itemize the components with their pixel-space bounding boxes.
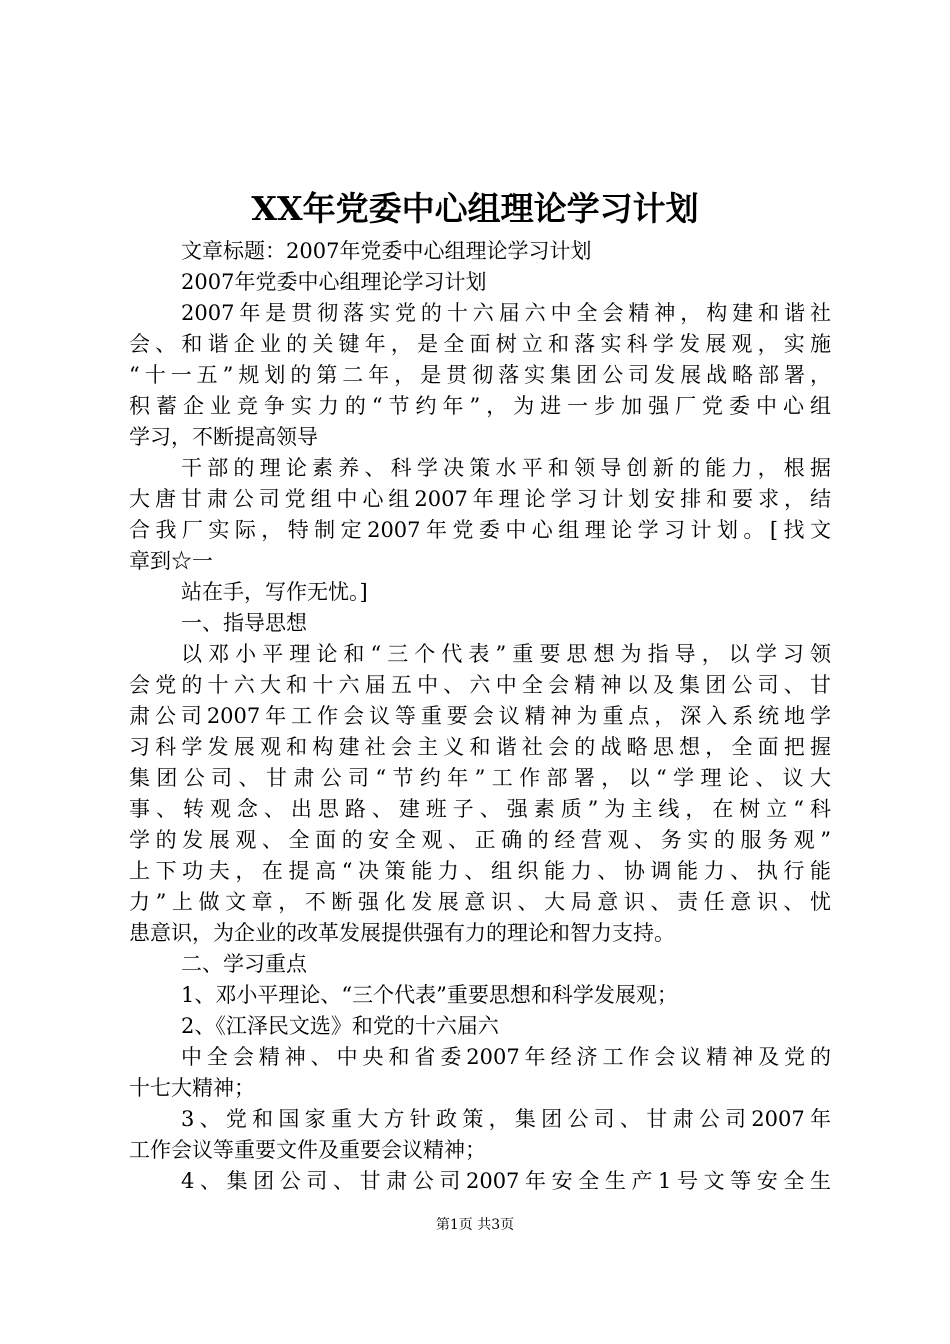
text-line: 2007年是贯彻落实党的十六届六中全会精神，构建和谐社: [181, 301, 831, 325]
text-line: 工作会议等重要文件及重要会议精神；: [129, 1138, 486, 1162]
document-body: [129, 236, 831, 1197]
text-line: 集团公司、甘肃公司“节约年”工作部署，以“学理论、议大: [129, 766, 831, 790]
text-line: 一、指导思想: [181, 611, 307, 635]
document-title: XX年党委中心组理论学习计划: [251, 189, 699, 228]
text-line: 合我厂实际，特制定2007年党委中心组理论学习计划。[找文: [129, 518, 831, 542]
text-line: 会党的十六大和十六届五中、六中全会精神以及集团公司、甘: [129, 673, 831, 697]
text-line: 力”上做文章，不断强化发展意识、大局意识、责任意识、忧: [129, 890, 831, 914]
text-line: 习科学发展观和构建社会主义和谐社会的战略思想，全面把握: [129, 735, 831, 759]
text-line: 上下功夫，在提高“决策能力、组织能力、协调能力、执行能: [129, 859, 831, 883]
text-line: 站在手，写作无忧。]: [181, 580, 368, 604]
text-line: 以邓小平理论和“三个代表”重要思想为指导，以学习领: [181, 642, 831, 666]
text-line: 大唐甘肃公司党组中心组2007年理论学习计划安排和要求，结: [129, 487, 831, 511]
text-line: 干部的理论素养、科学决策水平和领导创新的能力，根据: [181, 456, 831, 480]
text-line: 学习，不断提高领导: [129, 425, 318, 449]
text-line: 2007年党委中心组理论学习计划: [181, 270, 487, 294]
text-line: 积蓄企业竞争实力的“节约年”，为进一步加强厂党委中心组: [129, 394, 831, 418]
text-line: 十七大精神；: [129, 1076, 255, 1100]
text-line: 4、集团公司、甘肃公司2007年安全生产1号文等安全生: [181, 1169, 831, 1193]
text-line: 中全会精神、中央和省委2007年经济工作会议精神及党的: [181, 1045, 831, 1069]
text-line: “十一五”规划的第二年，是贯彻落实集团公司发展战略部署，: [129, 363, 831, 387]
text-line: 二、学习重点: [181, 952, 307, 976]
text-line: 事、转观念、出思路、建班子、强素质”为主线，在树立“科: [129, 797, 831, 821]
text-line: 患意识，为企业的改革发展提供强有力的理论和智力支持。: [129, 921, 675, 945]
text-line: 学的发展观、全面的安全观、正确的经营观、务实的服务观”: [129, 828, 831, 852]
text-line: 章到☆一: [129, 549, 213, 573]
page-footer: 第1页 共3页: [435, 1217, 515, 1233]
text-line: 会、和谐企业的关键年，是全面树立和落实科学发展观，实施: [129, 332, 831, 356]
text-line: 3、党和国家重大方针政策，集团公司、甘肃公司2007年: [181, 1107, 831, 1131]
text-line: 2、《江泽民文选》和党的十六届六: [181, 1014, 499, 1038]
text-line: 肃公司2007年工作会议等重要会议精神为重点，深入系统地学: [129, 704, 831, 728]
text-line: 文章标题：2007年党委中心组理论学习计划: [181, 239, 592, 263]
text-line: 1、邓小平理论、“三个代表”重要思想和科学发展观；: [181, 983, 678, 1007]
